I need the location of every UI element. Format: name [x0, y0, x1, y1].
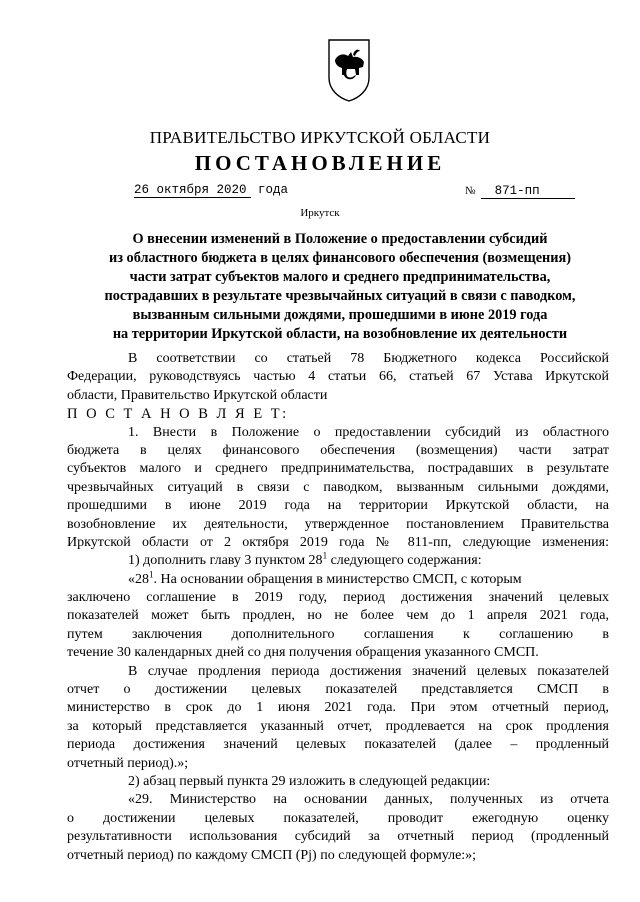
text-run: 1) дополнить главу 3 пунктом 28 [128, 553, 323, 569]
body-line: области, Правительство Иркутской области [67, 387, 328, 403]
body-line: о достижении целевых показателей, проводит ежегодную оценку [67, 810, 609, 826]
body-line: 2) абзац первый пункта 29 изложить в следующей редакции: [128, 773, 491, 789]
document-number [465, 183, 575, 199]
title-line: части затрат субъектов малого и среднего предпринимательства, [129, 269, 551, 285]
title-line: О внесении изменений в Положение о предоставлении субсидий [132, 231, 548, 247]
body-line: бюджета в целях финансового обеспечения (возмещения) части затрат [67, 442, 609, 458]
city-name: Иркутск [300, 207, 340, 219]
government-name: ПРАВИТЕЛЬСТВО ИРКУТСКОЙ ОБЛАСТИ [149, 128, 491, 147]
date-suffix: года [258, 183, 289, 197]
title-line: из областного бюджета в целях финансового обеспечения (возмещения) [108, 250, 572, 266]
text-run: «28 [128, 571, 149, 587]
number-sign: № [465, 185, 476, 197]
title-line: вызванным сильными дождями, прошедшими в июне 2019 года [132, 307, 548, 323]
document-date [134, 183, 288, 198]
document-body [67, 350, 609, 865]
body-line: В соответствии со статьей 78 Бюджетного кодекса Российской [128, 351, 609, 366]
title-line: на территории Иркутской области, на возобновление их деятельности [112, 326, 568, 342]
document-title [40, 230, 640, 344]
body-line: В случае продления периода достижения значений целевых показателей [128, 663, 609, 679]
text-run: следующего содержания: [327, 553, 482, 569]
body-line: возобновление их деятельности, утвержденное постановлением Правительства [67, 516, 609, 532]
body-line: отчетный период) по каждому СМСП (Pj) по следующей формуле:»; [67, 847, 477, 863]
body-line: Иркутской области от 2 октября 2019 года № 811-пп, следующие изменения: [67, 534, 609, 550]
body-line: «29. Министерство на основании данных, полученных из отчета [128, 792, 609, 808]
coat-of-arms-icon [326, 38, 372, 102]
title-line: пострадавших в результате чрезвычайных ситуаций в связи с паводком, [104, 288, 576, 304]
body-line: периода достижения значений целевых показателей (далее – продленный [67, 737, 609, 753]
date-value: 26 октября 2020 [134, 183, 251, 198]
body-line: показателей может быть продлен, но не более чем до 1 апреля 2021 года, [67, 608, 609, 624]
superscript: 1 [149, 569, 154, 580]
body-line: чрезвычайных ситуаций в связи с паводком, вызванным сильными дождями, [67, 479, 609, 495]
number-value: 871-пп [481, 184, 575, 199]
body-line: министерство в срок до 1 июня 2021 года. При этом отчетный период, [67, 700, 609, 716]
body-line [96, 552, 609, 570]
text-run: . На основании обращения в министерство СМСП, с которым [153, 571, 522, 587]
body-line: Федерации, руководствуясь частью 4 статьи 66, статьей 67 Устава Иркутской [67, 369, 609, 385]
body-line: прошедшими в июне 2019 года на территории Иркутской области, на [67, 498, 609, 514]
body-line: заключено соглашение в 2019 году, период достижения значений целевых [67, 590, 609, 606]
body-line: за который представляется указанный отчет, продлевается на срок продления [67, 718, 609, 734]
body-line: результативности использования субсидий за отчетный период (продленный [67, 829, 609, 845]
body-line: отчет о достижении целевых показателей представляется СМСП в [67, 682, 609, 698]
body-line: путем заключения дополнительного соглашения к соглашению в [67, 626, 609, 642]
body-line: течение 30 календарных дней со дня получения обращения указанного СМСП. [67, 645, 539, 661]
superscript: 1 [322, 550, 328, 561]
resolution-word: П О С Т А Н О В Л Я Е Т: [67, 406, 289, 423]
body-line: 1. Внести в Положение о предоставлении субсидий из областного [128, 424, 609, 440]
body-line: отчетный период).»; [67, 755, 189, 771]
body-line [96, 571, 609, 589]
document-type: ПОСТАНОВЛЕНИЕ [194, 151, 446, 175]
body-line: субъектов малого и среднего предпринимательства, пострадавших в результате [67, 461, 609, 477]
